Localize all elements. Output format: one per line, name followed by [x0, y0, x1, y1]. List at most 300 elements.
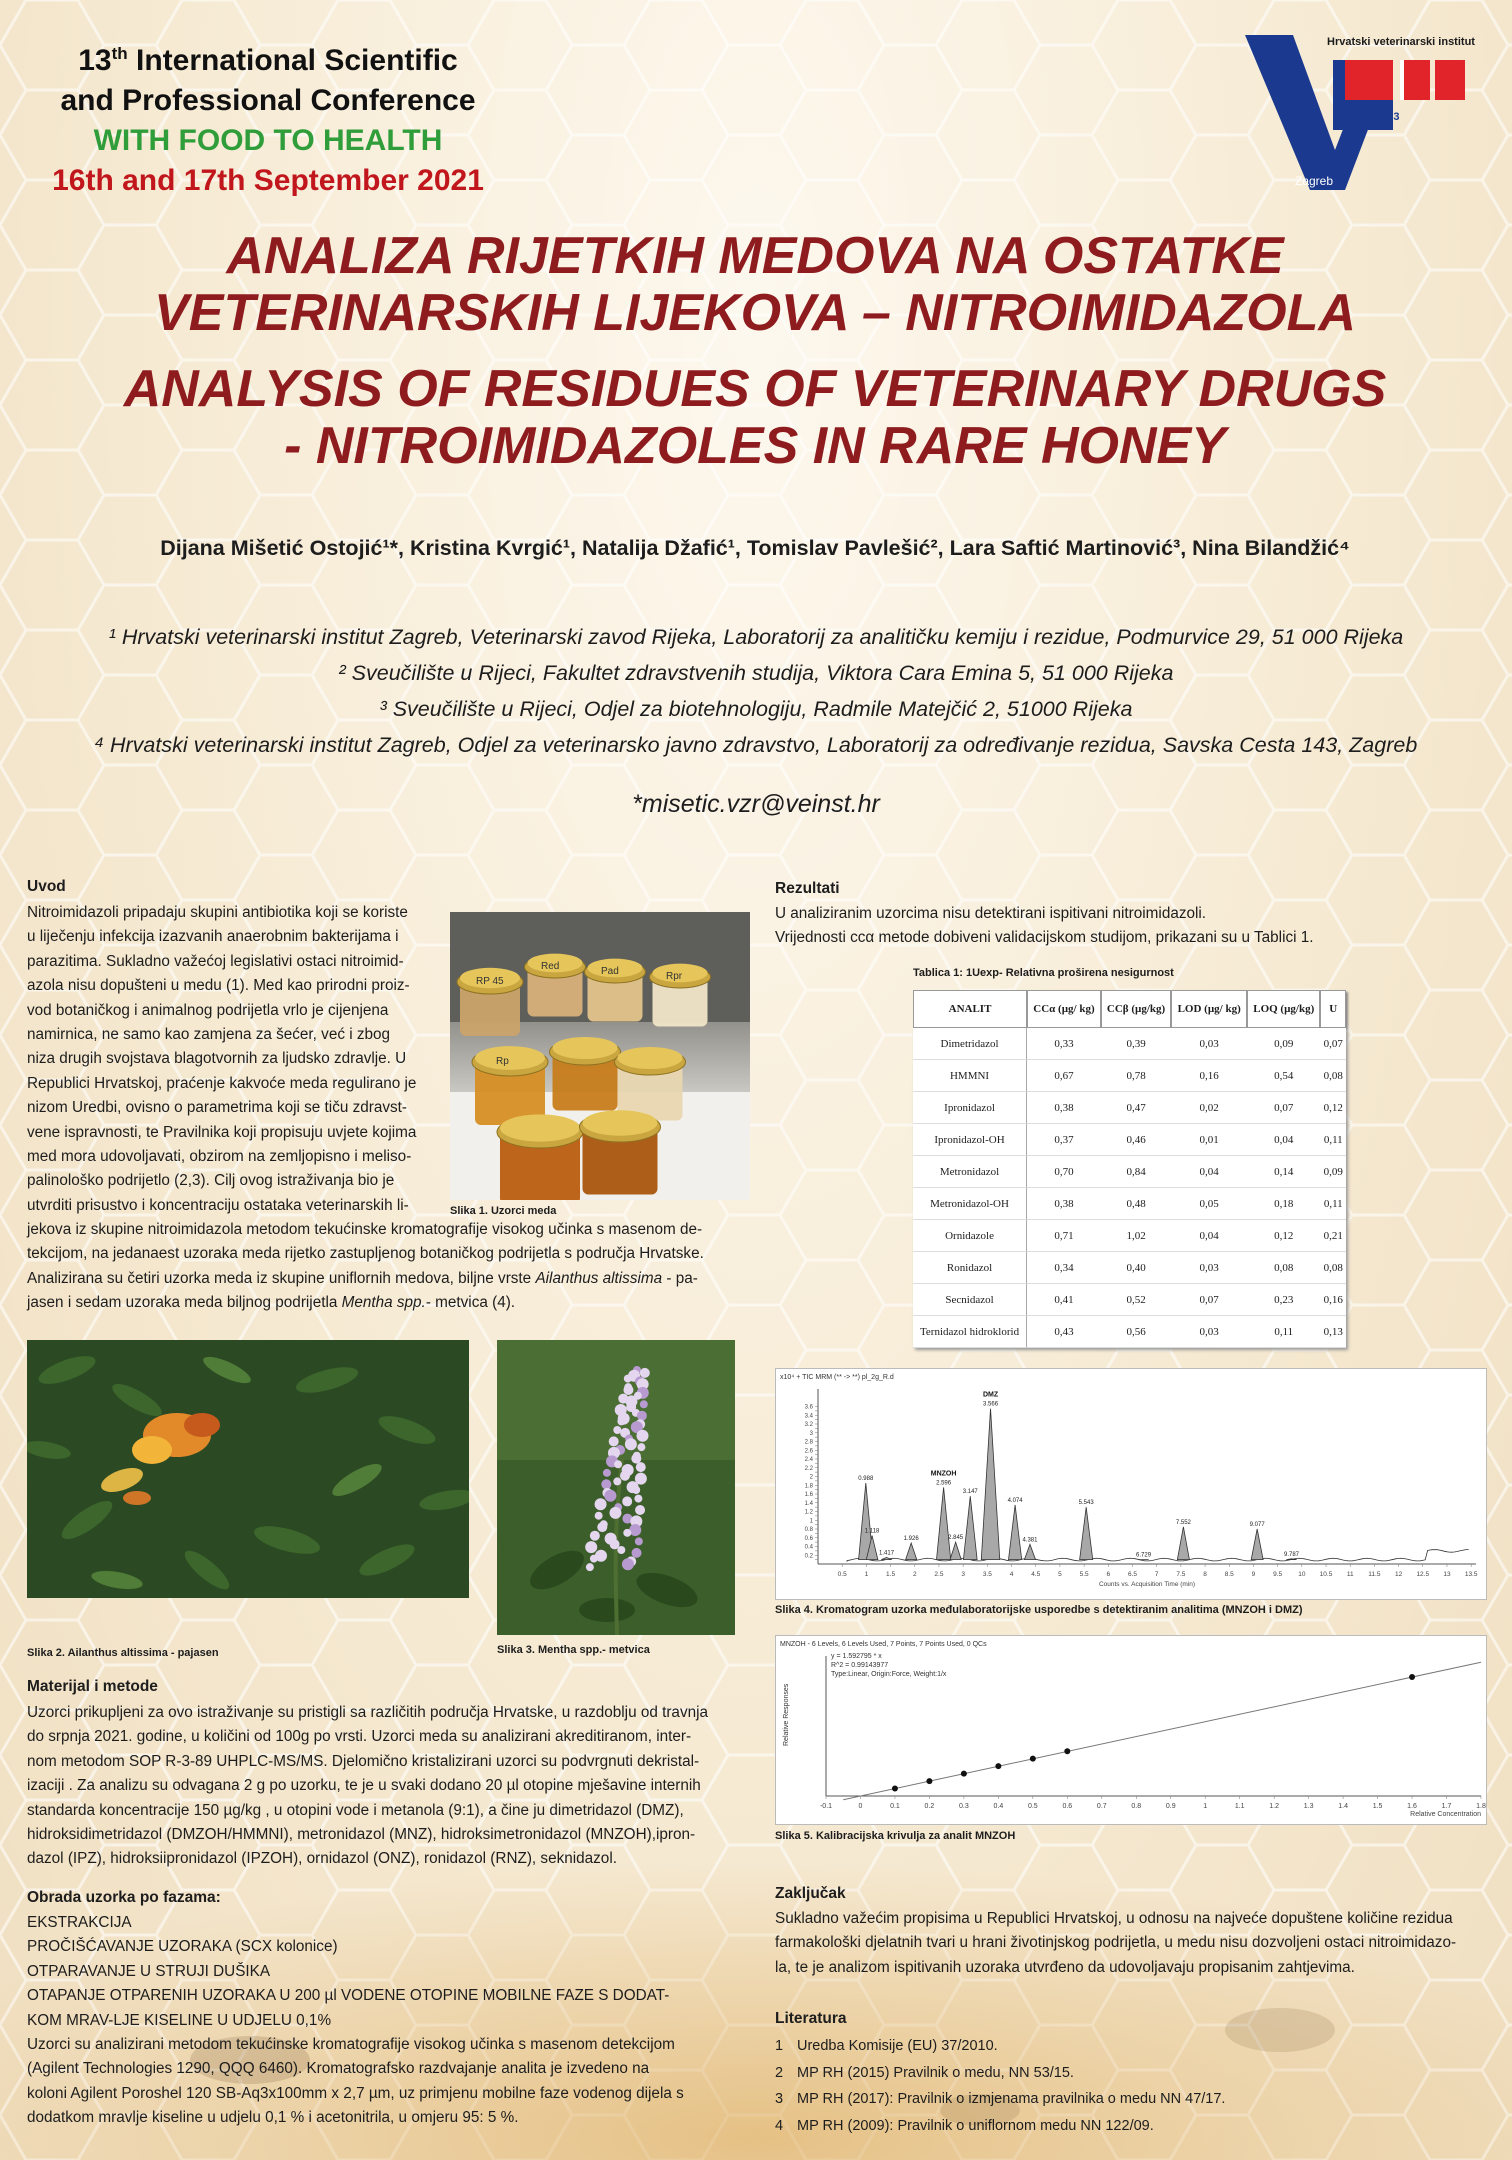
x-tick-label: 7.5	[1176, 1571, 1186, 1578]
table-value-cell: 0,46	[1101, 1124, 1171, 1156]
table-value-cell: 0,52	[1101, 1284, 1171, 1316]
uvod-line-mentha: jasen i sedam uzoraka meda biljnog podrijetla Mentha spp.- metvica (4).	[27, 1294, 516, 1311]
calibration-r2: R^2 = 0.99143977	[831, 1662, 889, 1669]
table-row	[913, 1060, 1346, 1092]
logo-graphic	[1245, 30, 1490, 195]
obrada-line: koloni Agilent Poroshel 120 SB-Aq3x100mm x 2,7 µm, uz primjenu mobilne faze vodenog dijela s	[27, 2084, 684, 2102]
y-tick-label: 3.4	[804, 1413, 813, 1420]
reference-text: MP RH (2015) Pravilnik o medu, NN 53/15.	[797, 2064, 1074, 2081]
x-tick-label: 5.5	[1079, 1571, 1089, 1578]
uvod-line: tekcijom, na jedanaest uzoraka meda rijetko zastupljenog botaničkog podrijetla s područja Hrvatske.	[27, 1245, 704, 1263]
table-value-cell: 0,40	[1101, 1252, 1171, 1284]
calibration-point	[1064, 1748, 1070, 1754]
x-tick-label: 0.9	[1165, 1803, 1176, 1810]
table-row	[913, 1284, 1346, 1316]
table-analyte-cell: Secnidazol	[913, 1284, 1027, 1316]
table-value-cell: 0,11	[1320, 1124, 1346, 1156]
table-value-cell: 0,03	[1171, 1028, 1247, 1060]
peak-name: MNZOH	[930, 1470, 957, 1478]
authors: Dijana Mišetić Ostojić¹*, Kristina Kvrgić¹, Natalija Džafić¹, Tomislav Pavlešić², Lara Saftić Martinović³, Nina Bilandžić⁴	[160, 536, 1350, 560]
y-tick-label: 2.8	[804, 1439, 813, 1446]
uvod-line: azola nisu dopušteni u medu (1). Med kao prirodni proiz-	[27, 977, 410, 995]
table-row	[913, 1220, 1346, 1252]
chromatogram-peak	[950, 1542, 961, 1560]
reference-number: 3	[775, 2091, 784, 2107]
x-tick-label: 1.5	[886, 1571, 896, 1578]
y-tick-label: 0.8	[804, 1527, 813, 1533]
peak-label: 9.077	[1249, 1522, 1265, 1528]
table-header-row	[913, 990, 1346, 1028]
y-tick-label: 1	[809, 1518, 813, 1525]
literatura-heading: Literatura	[775, 2010, 847, 2027]
chromatogram-peak	[1177, 1527, 1189, 1560]
obrada-line: Uzorci su analizirani metodom tekućinske kromatografije visokog učinka s masenom detekcijom	[27, 2036, 675, 2054]
results-table-grid	[913, 990, 1346, 1348]
table-header-cell: LOD (µg/ kg)	[1171, 990, 1247, 1028]
table-row	[913, 1124, 1346, 1156]
table-value-cell: 0,01	[1171, 1124, 1247, 1156]
honey-jar	[580, 1110, 661, 1194]
y-tick-label: 3.6	[804, 1404, 813, 1411]
table-caption: Tablica 1: 1Uexp- Relativna proširena nesigurnost	[913, 967, 1174, 979]
reference-item	[775, 2086, 1495, 2113]
x-tick-label: 13.5	[1464, 1571, 1478, 1578]
table-analyte-cell: Ternidazol hidroklorid	[913, 1316, 1027, 1348]
table-value-cell: 0,38	[1027, 1188, 1101, 1220]
x-tick-label: 0.5	[837, 1571, 847, 1578]
reference-item	[775, 2113, 1495, 2140]
table-header-cell: U	[1320, 990, 1346, 1028]
zakljucak-line-1: Sukladno važećim propisima u Republici Hrvatskoj, u odnosu na najveće dopuštene količine rezidua	[775, 1910, 1453, 1927]
x-tick-label: 1.7	[1441, 1803, 1452, 1810]
uvod-text-narrow	[27, 901, 439, 1218]
table-value-cell: 0,03	[1171, 1252, 1247, 1284]
materijal-text	[27, 1701, 767, 1872]
chromatogram-chart	[775, 1368, 1487, 1600]
calibration-svg	[776, 1636, 1488, 1826]
uvod-line-ailanthus: Analizirana su četiri uzorka meda iz skupine uniflornih medova, biljne vrste Ailanthus altissima - pa-	[27, 1270, 698, 1287]
peak-label: 1.926	[903, 1536, 919, 1542]
peak-label: 3.147	[962, 1489, 978, 1496]
x-tick-label: 9.5	[1273, 1571, 1283, 1578]
x-tick-label: 1.3	[1303, 1803, 1314, 1810]
x-tick-label: 4.5	[1031, 1571, 1041, 1578]
honey-jar	[457, 968, 523, 1036]
calibration-point	[995, 1763, 1001, 1769]
x-tick-label: 1.8	[1476, 1803, 1486, 1810]
table-value-cell: 0,38	[1027, 1092, 1101, 1124]
calibration-equation: y = 1.592795 * x	[831, 1653, 882, 1660]
x-tick-label: 6.5	[1127, 1571, 1138, 1578]
calibration-point	[1409, 1674, 1415, 1680]
x-tick-label: 0.6	[1062, 1803, 1073, 1810]
peak-label: 4.074	[1007, 1497, 1023, 1504]
peak-label: 4.381	[1022, 1537, 1038, 1544]
uvod-line: Nitroimidazoli pripadaju skupini antibiotika koji se koriste	[27, 904, 408, 921]
table-value-cell: 0,08	[1247, 1252, 1320, 1284]
peak-label: 3.566	[983, 1401, 999, 1408]
uvod-line: vene ispravnosti, te Pravilnika koji propisuju uvjete kojima	[27, 1123, 417, 1141]
chromatogram-header: x10⁴ + TIC MRM (** -> **) pl_2g_R.d	[780, 1374, 894, 1381]
x-tick-label: 1.4	[1338, 1803, 1348, 1810]
x-tick-label: 8	[1203, 1571, 1207, 1578]
calibration-y-axis-label: Relative Responses	[783, 1683, 790, 1746]
table-value-cell: 0,48	[1101, 1188, 1171, 1220]
materijal-line: izaciji . Za analizu su odvagana 2 g po uzorku, te je u svaki dodano 20 µl otopine mješavine internih	[27, 1777, 701, 1795]
title-en-line-2: - NITROIMIDAZOLES IN RARE HONEY	[284, 417, 1226, 475]
honey-jar	[650, 964, 711, 1027]
table-value-cell: 1,02	[1101, 1220, 1171, 1252]
x-tick-label: 6	[1106, 1571, 1111, 1578]
x-tick-label: 0.7	[1096, 1803, 1107, 1810]
y-tick-label: 1.6	[804, 1492, 813, 1498]
x-tick-label: 5	[1058, 1571, 1062, 1578]
calibration-point	[961, 1771, 967, 1777]
reference-item	[775, 2033, 1495, 2060]
title-english	[60, 361, 1450, 475]
x-tick-label: -0.1	[819, 1803, 833, 1810]
uvod-line: utvrditi prisustvo i koncentraciju ostataka veterinarskih li-	[27, 1196, 409, 1214]
honey-jar	[497, 1114, 583, 1200]
conference-line-1: 13th International Scientific	[78, 44, 458, 77]
chromatogram-peak	[1008, 1505, 1021, 1560]
table-analyte-cell: Ornidazole	[913, 1220, 1027, 1252]
x-tick-label: 1	[1203, 1803, 1208, 1810]
obrada-line: dodatkom mravlje kiseline u udjelu 0,1 % i acetonitrila, u omjeru 95: 5 %.	[27, 2109, 519, 2127]
peak-label: 1.417	[879, 1550, 895, 1557]
table-row	[913, 1028, 1346, 1060]
honey-jar	[615, 1047, 686, 1121]
x-tick-label: 1.5	[1372, 1803, 1383, 1810]
x-tick-label: 12	[1394, 1571, 1403, 1578]
table-value-cell: 0,78	[1101, 1060, 1171, 1092]
x-tick-label: 3	[961, 1571, 965, 1578]
mentha-illustration	[497, 1340, 735, 1635]
reference-text: Uredba Komisije (EU) 37/2010.	[797, 2038, 998, 2054]
x-tick-label: 2.5	[934, 1571, 944, 1578]
peak-label: 2.845	[948, 1535, 964, 1542]
uvod-heading: Uvod	[27, 878, 66, 895]
uvod-line: jekova iz skupine nitroimidazola metodom tekućinske kromatografije visokog učinka s masenom de-	[27, 1221, 703, 1238]
uvod-text-wide	[27, 1218, 747, 1267]
table-value-cell: 0,84	[1101, 1156, 1171, 1188]
table-value-cell: 0,12	[1247, 1220, 1320, 1252]
obrada-text	[27, 1911, 767, 2131]
table-row	[913, 1316, 1346, 1348]
table-row	[913, 1252, 1346, 1284]
table-value-cell: 0,07	[1320, 1028, 1346, 1060]
caption-slika-4: Slika 4. Kromatogram uzorka međulaboratorijske usporedbe s detektiranim analitima (MNZOH i DMZ)	[775, 1604, 1303, 1616]
zakljucak-text	[775, 1907, 1495, 1980]
calibration-point	[1030, 1756, 1036, 1762]
table-value-cell: 0,67	[1027, 1060, 1101, 1092]
table-value-cell: 0,11	[1320, 1188, 1346, 1220]
x-tick-label: 0.2	[924, 1803, 935, 1810]
rezultati-heading: Rezultati	[775, 880, 840, 897]
x-tick-label: 12.5	[1416, 1571, 1430, 1578]
peak-label: 0.988	[858, 1476, 874, 1483]
uvod-line: parazitima. Sukladno važećoj legislativi ostaci nitroimid-	[27, 952, 404, 970]
peak-label: 9.787	[1284, 1551, 1300, 1558]
table-value-cell: 0,05	[1171, 1188, 1247, 1220]
materijal-line: Uzorci prikupljeni za ovo istraživanje su pristigli sa različitih područja Hrvatske, u razdoblju od travnja	[27, 1704, 709, 1721]
table-value-cell: 0,02	[1171, 1092, 1247, 1124]
y-tick-label: 3	[809, 1430, 813, 1437]
x-tick-label: 0.4	[993, 1803, 1004, 1810]
conference-motto: WITH FOOD TO HEALTH	[93, 124, 443, 157]
table-value-cell: 0,39	[1101, 1028, 1171, 1060]
x-tick-label: 10	[1298, 1571, 1306, 1578]
table-value-cell: 0,16	[1320, 1284, 1346, 1316]
uvod-line: nizom Uredbi, ovisno o parametrima koji se tiču zdravst-	[27, 1099, 408, 1117]
y-tick-label: 0.4	[804, 1544, 813, 1551]
table-value-cell: 0,43	[1027, 1316, 1101, 1348]
conference-date: 16th and 17th September 2021	[52, 164, 484, 197]
x-tick-label: 8.5	[1224, 1571, 1234, 1578]
svg-text:1933: 1933	[1375, 111, 1400, 123]
uvod-line: vod botaničkog i animalnog podrijetla vrlo je cijenjena	[27, 1001, 389, 1019]
x-tick-label: 9	[1251, 1571, 1256, 1578]
table-value-cell: 0,33	[1027, 1028, 1101, 1060]
chromatogram-x-axis-label: Counts vs. Acquisition Time (min)	[1098, 1581, 1196, 1588]
table-value-cell: 0,34	[1027, 1252, 1101, 1284]
table-value-cell: 0,37	[1027, 1124, 1101, 1156]
x-tick-label: 10.5	[1319, 1571, 1333, 1578]
materijal-line: standarda koncentracije 150 µg/kg , u otopini vode i metanola (9:1), a čine ju dimetridazol (DMZ),	[27, 1801, 684, 1819]
svg-text:Zagreb: Zagreb	[1295, 174, 1334, 188]
rezultati-line-2: Vrijednosti ccα metode dobiveni validacijskom studijom, prikazani su u Tablici 1.	[775, 929, 1314, 947]
caption-slika-1: Slika 1. Uzorci meda	[450, 1205, 557, 1217]
table-header-cell: ANALIT	[913, 990, 1027, 1028]
x-tick-label: 0.8	[1131, 1803, 1142, 1810]
table-value-cell: 0,47	[1101, 1092, 1171, 1124]
table-analyte-cell: Ronidazol	[913, 1252, 1027, 1284]
y-tick-label: 1.2	[804, 1509, 813, 1516]
y-tick-label: 2.4	[804, 1457, 813, 1463]
table-value-cell: 0,56	[1101, 1316, 1171, 1348]
obrada-heading: Obrada uzorka po fazama:	[27, 1889, 221, 1906]
chromatogram-peak	[1251, 1529, 1263, 1560]
materijal-line: hidroksidimetridazol (DMZOH/HMMNI), metronidazol (MNZ), hidroksimetronidazol (MNZOH),ipron-	[27, 1826, 696, 1844]
calibration-x-axis-label: Relative Concentration	[1410, 1811, 1481, 1818]
table-value-cell: 0,18	[1247, 1188, 1320, 1220]
affiliation-1: ¹ Hrvatski veterinarski institut Zagreb, Veterinarski zavod Rijeka, Laboratorij za analitičku kemiju i rezidue, Podmurvice 29, 51 000 Rijeka	[108, 625, 1404, 649]
obrada-line: PROČIŠĆAVANJE UZORAKA (SCX kolonice)	[27, 1938, 338, 1956]
conference-header	[28, 34, 508, 201]
reference-number: 1	[775, 2038, 784, 2054]
jar-label: Rp	[496, 1056, 509, 1067]
obrada-line: (Agilent Technologies 1290, QQQ 6460). Kromatografsko razdvajanje analita je izvedeno na	[27, 2060, 650, 2078]
reference-number: 4	[775, 2117, 784, 2134]
uvod-line: namirnica, ne samo kao zamjena za šećer, već i zbog	[27, 1026, 391, 1044]
jar-label: Rpr	[666, 971, 683, 982]
chromatogram-peak	[906, 1543, 917, 1560]
table-value-cell: 0,04	[1171, 1220, 1247, 1252]
table-row	[913, 1156, 1346, 1188]
materijal-heading: Materijal i metode	[27, 1678, 158, 1695]
reference-item	[775, 2060, 1495, 2087]
uvod-line: palinološko podrijetlo (2,3). Cilj ovog istraživanja bio je	[27, 1172, 395, 1190]
zakljucak-line-2: farmakološki djelatnih tvari u hrani životinjskog podrijetla, u medu nisu dozvoljeni ostaci nitroimidazo-	[775, 1934, 1457, 1952]
x-tick-label: 0.1	[890, 1803, 900, 1810]
table-value-cell: 0,23	[1247, 1284, 1320, 1316]
honey-jars-illustration	[450, 912, 750, 1200]
caption-slika-5: Slika 5. Kalibracijska krivulja za analit MNZOH	[775, 1830, 1016, 1842]
table-value-cell: 0,09	[1247, 1028, 1320, 1060]
table-analyte-cell: Metronidazol-OH	[913, 1188, 1027, 1220]
reference-text: MP RH (2009): Pravilnik o uniflornom medu NN 122/09.	[797, 2117, 1154, 2134]
x-tick-label: 4	[1009, 1571, 1014, 1578]
rezultati-line-1: U analiziranim uzorcima nisu detektirani ispitivani nitroimidazoli.	[775, 905, 1207, 922]
honey-jar	[585, 959, 646, 1022]
calibration-point	[926, 1778, 932, 1784]
calibration-header: MNZOH - 6 Levels, 6 Levels Used, 7 Points, 7 Points Used, 0 QCs	[780, 1641, 987, 1648]
title-hr-line-1: ANALIZA RIJETKIH MEDOVA NA OSTATKE	[226, 227, 1284, 285]
table-value-cell: 0,12	[1320, 1092, 1346, 1124]
x-tick-label: 7	[1154, 1571, 1159, 1578]
x-tick-label: 1.6	[1407, 1803, 1417, 1810]
x-tick-label: 1	[864, 1571, 869, 1578]
affiliation-3: ³ Sveučilište u Rijeci, Odjel za biotehnologiju, Radmile Matejčić 2, 51000 Rijeka	[379, 697, 1133, 721]
y-tick-label: 0.2	[804, 1553, 813, 1560]
peak-label: 6.729	[1136, 1552, 1152, 1559]
jar-label: Pad	[601, 966, 619, 977]
peak-name: DMZ	[982, 1391, 999, 1399]
title-en-line-1: ANALYSIS OF RESIDUES OF VETERINARY DRUGS	[123, 360, 1387, 418]
zakljucak-line-3: la, te je analizom ispitivanih uzoraka utvrđeno da udovoljavaju propisanim zahtjevima.	[775, 1958, 1355, 1976]
obrada-line: OTAPANJE OTPARENIH UZORAKA U 200 µl VODENE OTOPINE MOBILNE FAZE S DODAT-	[27, 1987, 670, 2005]
y-tick-label: 3.2	[804, 1422, 813, 1428]
reference-text: MP RH (2017): Pravilnik o izmjenama pravilnika o medu NN 47/17.	[797, 2091, 1226, 2107]
peak-label: 7.552	[1175, 1519, 1191, 1526]
affiliation-4: ⁴ Hrvatski veterinarski institut Zagreb, Odjel za veterinarsko javno zdravstvo, Laboratorij za određivanje rezidua, Savska Cesta 143, Zagreb	[94, 733, 1418, 757]
x-tick-label: 3.5	[982, 1571, 992, 1578]
obrada-line: OTPARAVANJE U STRUJI DUŠIKA	[27, 1962, 271, 1980]
materijal-line: do srpnja 2021. godine, u količini od 100g po vrsti. Uzorci meda su analizirani akreditiranom, inter-	[27, 1728, 692, 1746]
caption-slika-3: Slika 3. Mentha spp.- metvica	[497, 1644, 650, 1656]
uvod-line: Republici Hrvatskoj, praćenje kakvoće meda regulirano je	[27, 1074, 417, 1092]
obrada-line: KOM MRAV-LJE KISELINE U UDJELU 0,1%	[27, 2011, 332, 2029]
jar-label: Red	[541, 961, 560, 972]
y-tick-label: 1.4	[804, 1500, 813, 1507]
table-header-cell: CCβ (µg/kg)	[1101, 990, 1171, 1028]
chromatogram-svg	[776, 1369, 1488, 1601]
table-value-cell: 0,07	[1171, 1284, 1247, 1316]
table-value-cell: 0,70	[1027, 1156, 1101, 1188]
x-tick-label: 2	[912, 1571, 917, 1578]
peak-label: 2.596	[936, 1480, 952, 1487]
logo-institute-name: Hrvatski veterinarski institut	[1327, 36, 1475, 48]
table-value-cell: 0,04	[1171, 1156, 1247, 1188]
calibration-point	[892, 1786, 898, 1792]
x-tick-label: 0.5	[1027, 1803, 1038, 1810]
institute-logo	[1245, 30, 1490, 195]
reference-number: 2	[775, 2064, 784, 2081]
y-tick-label: 2	[809, 1474, 813, 1481]
honey-jar	[472, 1046, 548, 1125]
x-tick-label: 1.2	[1269, 1803, 1280, 1810]
y-tick-label: 0.6	[804, 1535, 813, 1542]
rezultati-text	[775, 902, 1495, 951]
y-tick-label: 2.6	[804, 1448, 813, 1455]
table-value-cell: 0,16	[1171, 1060, 1247, 1092]
table-analyte-cell: Metronidazol	[913, 1156, 1027, 1188]
calibration-fit-type: Type:Linear, Origin:Force, Weight:1/x	[831, 1671, 947, 1678]
uvod-line: med mora udovoljavati, obzirom na zemljopisno i meliso-	[27, 1148, 412, 1166]
results-table	[913, 990, 1346, 1348]
chromatogram-peak	[1024, 1544, 1035, 1559]
table-analyte-cell: HMMNI	[913, 1060, 1027, 1092]
table-value-cell: 0,54	[1247, 1060, 1320, 1092]
x-tick-label: 1.1	[1234, 1803, 1245, 1810]
literatura-list	[775, 2033, 1495, 2139]
table-value-cell: 0,11	[1247, 1316, 1320, 1348]
x-tick-label: 11	[1346, 1571, 1354, 1578]
table-value-cell: 0,41	[1027, 1284, 1101, 1316]
table-value-cell: 0,07	[1247, 1092, 1320, 1124]
y-tick-label: 2.2	[804, 1465, 813, 1472]
table-value-cell: 0,08	[1320, 1060, 1346, 1092]
table-analyte-cell: Ipronidazol-OH	[913, 1124, 1027, 1156]
jar-label: RP 45	[476, 976, 504, 987]
conference-line-2: and Professional Conference	[60, 84, 476, 117]
chromatogram-peak	[981, 1409, 1000, 1560]
table-row	[913, 1188, 1346, 1220]
table-value-cell: 0,14	[1247, 1156, 1320, 1188]
x-tick-label: 11.5	[1368, 1571, 1381, 1578]
table-header-cell: CCα (µg/ kg)	[1027, 990, 1101, 1028]
peak-label: 5.543	[1078, 1500, 1094, 1507]
title-croatian	[60, 228, 1450, 342]
mentha-photo	[497, 1340, 735, 1635]
honey-jars-photo	[450, 912, 750, 1200]
calibration-fit-line	[843, 1662, 1481, 1800]
affiliation-2: ² Sveučilište u Rijeci, Fakultet zdravstvenih studija, Viktora Cara Emina 5, 51 000 Rijeka	[338, 661, 1174, 685]
chromatogram-peak	[963, 1496, 977, 1559]
table-analyte-cell: Ipronidazol	[913, 1092, 1027, 1124]
zakljucak-heading: Zaključak	[775, 1885, 846, 1902]
table-value-cell: 0,08	[1320, 1252, 1346, 1284]
x-tick-label: 0	[858, 1803, 863, 1810]
chromatogram-peak	[1080, 1507, 1093, 1560]
honey-jar	[525, 954, 586, 1017]
honey-jar	[550, 1037, 621, 1111]
table-analyte-cell: Dimetridazol	[913, 1028, 1027, 1060]
table-value-cell: 0,13	[1320, 1316, 1346, 1348]
table-value-cell: 0,21	[1320, 1220, 1346, 1252]
x-tick-label: 13	[1443, 1571, 1451, 1578]
table-header-cell: LOQ (µg/kg)	[1247, 990, 1320, 1028]
table-row	[913, 1092, 1346, 1124]
uvod-line: u liječenju infekcija izazvanih anaerobnim bakterijama i	[27, 928, 399, 946]
uvod-line: niza drugih svojstava blagotvornih za ljudsko zdravlje. U	[27, 1050, 407, 1068]
ailanthus-photo	[27, 1340, 469, 1598]
calibration-chart	[775, 1635, 1487, 1825]
table-value-cell: 0,71	[1027, 1220, 1101, 1252]
x-tick-label: 0.3	[959, 1803, 969, 1810]
y-tick-label: 1.8	[804, 1483, 813, 1490]
table-value-cell: 0,04	[1247, 1124, 1320, 1156]
caption-slika-2: Slika 2. Ailanthus altissima - pajasen	[27, 1647, 219, 1659]
chromatogram-peak	[937, 1487, 951, 1559]
materijal-line: dazol (IPZ), hidroksiipronidazol (IPZOH), ornidazol (ONZ), ronidazol (RNZ), seknidazol.	[27, 1850, 617, 1868]
title-hr-line-2: VETERINARSKIH LIJEKOVA – NITROIMIDAZOLA	[154, 284, 1356, 342]
materijal-line: nom metodom SOP R-3-89 UHPLC-MS/MS. Djelomično kristalizirani uzorci su podvrgnuti dekristal-	[27, 1752, 700, 1770]
contact-email[interactable]: *misetic.vzr@veinst.hr	[632, 790, 880, 818]
peak-label: 1.118	[864, 1528, 880, 1535]
obrada-line: EKSTRAKCIJA	[27, 1914, 132, 1931]
ailanthus-illustration	[27, 1340, 469, 1598]
